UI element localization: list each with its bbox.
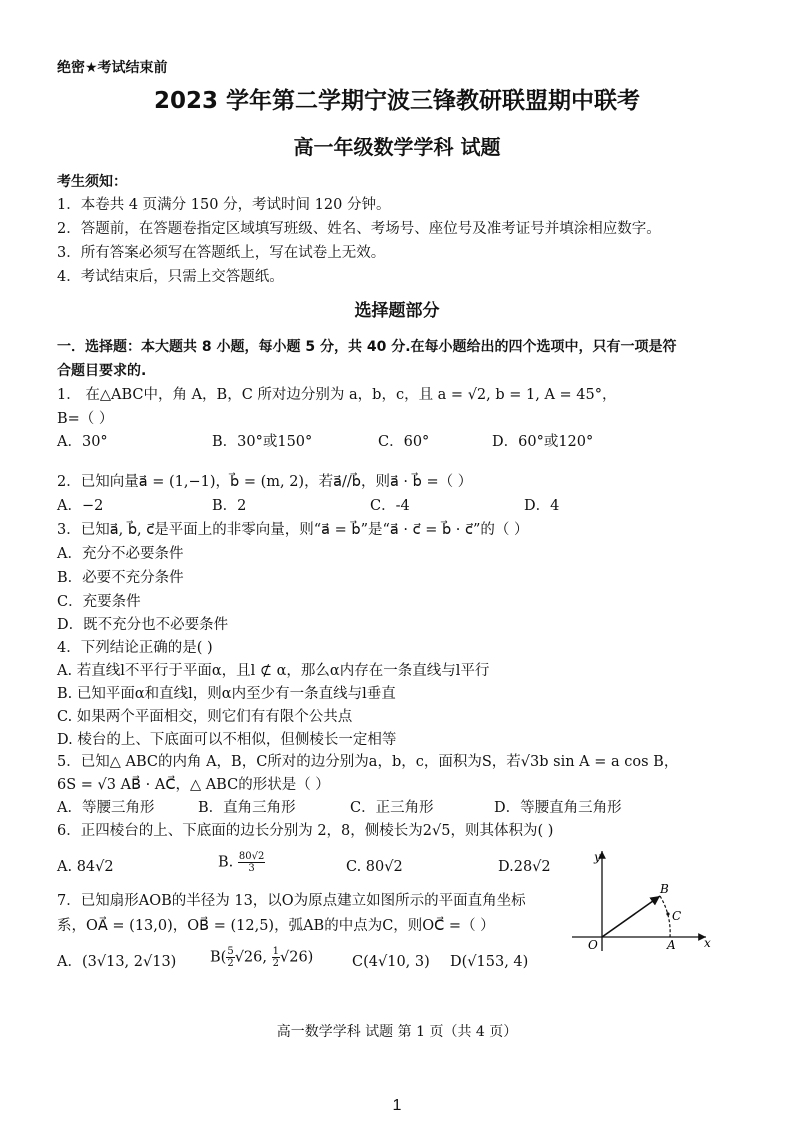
q2-option-c: C．-4 bbox=[370, 498, 410, 514]
q7-option-b-end: √26) bbox=[279, 949, 314, 966]
q7-option-b-frac2-den: 2 bbox=[272, 958, 279, 969]
q5-option-c: C．正三角形 bbox=[350, 800, 434, 816]
q2-option-d: D．4 bbox=[524, 498, 560, 514]
notice-item-1: 1．本卷共 4 页满分 150 分，考试时间 120 分钟。 bbox=[57, 197, 391, 213]
q7-option-b-frac1-num: 5 bbox=[227, 946, 234, 957]
q4-option-a: A. 若直线l不平行于平面α，且l ⊄ α，那么α内存在一条直线与l平行 bbox=[57, 663, 490, 679]
q4-option-c: C. 如果两个平面相交，则它们有有限个公共点 bbox=[57, 709, 353, 725]
q1-option-c: C．60° bbox=[378, 434, 430, 450]
q7-option-b bbox=[210, 946, 313, 969]
q1-option-d: D．60°或120° bbox=[492, 434, 594, 450]
q5-option-a: A．等腰三角形 bbox=[57, 800, 155, 816]
q2-option-b: B．2 bbox=[212, 498, 247, 514]
q4-option-d: D. 棱台的上、下底面可以不相似，但侧棱长一定相等 bbox=[57, 732, 397, 748]
q5-stem-line1: 5．已知△ ABC的内角 A，B，C所对的边分别为a，b，c，面积为S，若√3b sin A = a cos B， bbox=[57, 754, 679, 770]
q2-option-a: A．−2 bbox=[57, 498, 104, 514]
exam-subtitle: 高一年级数学学科 试题 bbox=[293, 135, 501, 159]
q6-option-b-label: B. bbox=[218, 854, 234, 871]
notice-item-2: 2．答题前，在答题卷指定区域填写班级、姓名、考场号、座位号及准考证号并填涂相应数字。 bbox=[57, 221, 661, 237]
q1-option-a: A．30° bbox=[57, 434, 108, 450]
q6-option-b-numerator: 80√2 bbox=[238, 851, 265, 862]
q7-option-b-frac2-num: 1 bbox=[272, 946, 279, 957]
q6-stem: 6．正四棱台的上、下底面的边长分别为 2，8，侧棱长为2√5，则其体积为( ) bbox=[57, 823, 554, 839]
q7-option-b-fraction-2 bbox=[272, 946, 280, 969]
vector-ob bbox=[602, 896, 660, 937]
q7-option-c: C(4√10, 3) bbox=[352, 954, 430, 970]
section-title: 选择题部分 bbox=[354, 301, 440, 321]
label-x: x bbox=[704, 936, 711, 950]
q7-option-b-middle: √26, bbox=[234, 949, 267, 966]
q1-stem-line2: B=（ ） bbox=[57, 411, 114, 427]
q4-option-b: B. 已知平面α和直线l，则α内至少有一条直线与l垂直 bbox=[57, 686, 396, 702]
notice-item-4: 4．考试结束后，只需上交答题纸。 bbox=[57, 269, 284, 285]
q3-option-d: D．既不充分也不必要条件 bbox=[57, 617, 229, 633]
q6-option-b-fraction bbox=[238, 851, 265, 874]
section-intro-line2: 合题目要求的. bbox=[57, 363, 147, 379]
section-intro-line1: 一．选择题：本大题共 8 小题，每小题 5 分，共 40 分.在每小题给出的四个选项中，只有一项是符 bbox=[57, 339, 677, 355]
q7-option-d: D(√153, 4) bbox=[450, 954, 529, 970]
q5-option-d: D．等腰直角三角形 bbox=[494, 800, 622, 816]
label-b: B bbox=[660, 882, 669, 896]
q7-stem-line1: 7．已知扇形AOB的半径为 13，以O为原点建立如图所示的平面直角坐标 bbox=[57, 893, 526, 909]
q7-coordinate-figure bbox=[566, 843, 716, 955]
page-footer: 高一数学学科 试题 第 1 页（共 4 页） bbox=[276, 1024, 518, 1040]
q2-stem: 2．已知向量a⃗ = (1,−1)，b⃗ = (m, 2)，若a⃗//b⃗，则a⃗ · b⃗ =（ ） bbox=[57, 474, 473, 490]
q6-option-b-denominator: 3 bbox=[248, 863, 255, 874]
q5-option-b: B．直角三角形 bbox=[198, 800, 296, 816]
q6-option-c: C. 80√2 bbox=[346, 859, 403, 875]
q7-option-b-open: B( bbox=[210, 949, 227, 966]
q5-stem-line2: 6S = √3 AB⃗ · AC⃗，△ ABC的形状是（ ） bbox=[57, 777, 330, 793]
point-c bbox=[666, 912, 669, 915]
notice-heading: 考生须知： bbox=[57, 174, 127, 190]
notice-item-3: 3．所有答案必须写在答题纸上，写在试卷上无效。 bbox=[57, 245, 386, 261]
q3-option-b: B．必要不充分条件 bbox=[57, 570, 184, 586]
q7-option-a: A．(3√13, 2√13) bbox=[57, 954, 177, 970]
label-o: O bbox=[588, 938, 598, 952]
q6-option-b bbox=[218, 851, 265, 874]
q7-stem-line2: 系，OA⃗ = (13,0)，OB⃗ = (12,5)，弧AB的中点为C，则OC⃗ =（ ） bbox=[57, 918, 495, 934]
q3-stem: 3．已知a⃗, b⃗, c⃗是平面上的非零向量，则“a⃗ = b⃗”是“a⃗ · c⃗ = b⃗ · c⃗”的（ ） bbox=[57, 522, 529, 538]
label-y: y bbox=[594, 850, 601, 864]
q3-option-a: A．充分不必要条件 bbox=[57, 546, 184, 562]
q7-option-b-frac1-den: 2 bbox=[227, 958, 234, 969]
label-c: C bbox=[672, 909, 682, 923]
q4-stem: 4．下列结论正确的是( ) bbox=[57, 640, 213, 656]
exam-title: 2023 学年第二学期宁波三锋教研联盟期中联考 bbox=[153, 88, 641, 114]
arc-ab bbox=[660, 896, 670, 937]
q6-option-d: D.28√2 bbox=[498, 859, 551, 875]
q1-option-b: B．30°或150° bbox=[212, 434, 313, 450]
q1-stem-line1: 1． 在△ABC中，角 A，B，C 所对边分别为 a，b，c，且 a = √2, b = 1, A = 45°， bbox=[57, 387, 617, 403]
q7-option-b-fraction-1 bbox=[226, 946, 234, 969]
page-number: 1 bbox=[392, 1097, 402, 1114]
label-a: A bbox=[667, 938, 676, 952]
secret-mark: 绝密★考试结束前 bbox=[57, 60, 168, 76]
q6-option-a: A. 84√2 bbox=[57, 859, 114, 875]
q3-option-c: C．充要条件 bbox=[57, 594, 141, 610]
